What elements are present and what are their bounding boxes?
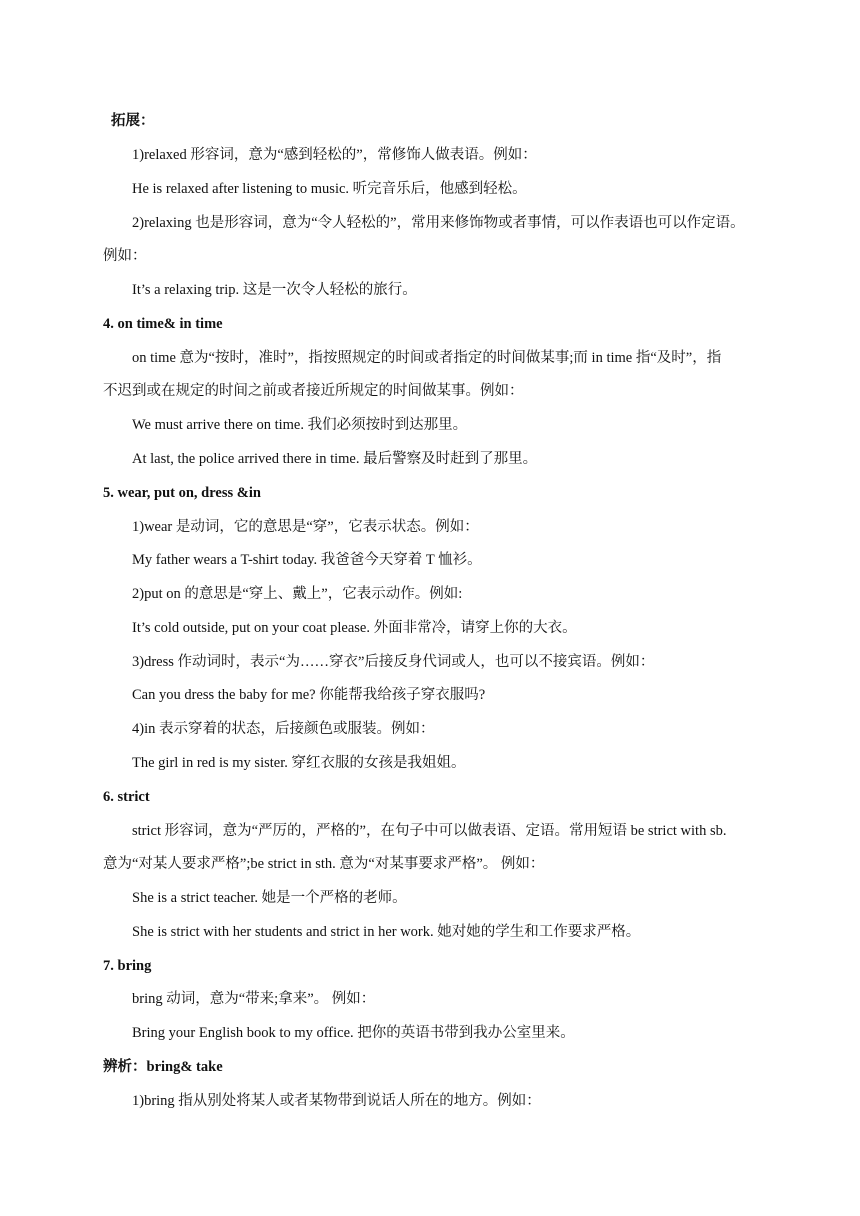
text-line: bring 动词，意为“带来;拿来”。 例如： xyxy=(132,991,376,1007)
section-heading-5: 5. wear, put on, dress &in xyxy=(103,485,261,501)
example-line: It’s a relaxing trip. 这是一次令人轻松的旅行。 xyxy=(132,282,417,298)
example-line: Bring your English book to my office. 把你的英语书带到我办公室里来。 xyxy=(132,1025,575,1041)
text-line-continued: 意为“对某人要求严格”;be strict in sth. 意为“对某事要求严格”。 例如： xyxy=(103,856,545,872)
text-line: strict 形容词，意为“严厉的，严格的”，在句子中可以做表语、定语。常用短语 be strict with sb. xyxy=(132,823,727,839)
section-heading-4: 4. on time& in time xyxy=(103,316,223,332)
example-line: Can you dress the baby for me? 你能帮我给孩子穿衣服吗? xyxy=(132,687,486,703)
text-line: 1)relaxed 形容词，意为“感到轻松的”，常修饰人做表语。例如： xyxy=(132,147,537,163)
section-heading-comparison: 辨析：bring& take xyxy=(103,1059,223,1075)
section-heading-extension: 拓展： xyxy=(111,113,155,129)
example-line: At last, the police arrived there in time. 最后警察及时赶到了那里。 xyxy=(132,451,538,467)
example-line: She is a strict teacher. 她是一个严格的老师。 xyxy=(132,890,407,906)
example-line: It’s cold outside, put on your coat please. 外面非常冷，请穿上你的大衣。 xyxy=(132,620,577,636)
example-line: The girl in red is my sister. 穿红衣服的女孩是我姐姐。 xyxy=(132,755,466,771)
text-line: 1)wear 是动词，它的意思是“穿”，它表示状态。例如： xyxy=(132,519,479,535)
text-line-continued: 不迟到或在规定的时间之前或者接近所规定的时间做某事。例如： xyxy=(103,383,524,399)
text-line-continued: 例如： xyxy=(103,248,147,264)
text-line: 4)in 表示穿着的状态，后接颜色或服装。例如： xyxy=(132,721,435,737)
example-line: She is strict with her students and strict in her work. 她对她的学生和工作要求严格。 xyxy=(132,924,641,940)
example-line: We must arrive there on time. 我们必须按时到达那里。 xyxy=(132,417,468,433)
text-line: 3)dress 作动词时，表示“为……穿衣”后接反身代词或人，也可以不接宾语。例如： xyxy=(132,654,655,670)
text-line: on time 意为“按时，准时”，指按照规定的时间或者指定的时间做某事;而 in time 指“及时”，指 xyxy=(132,350,722,366)
example-line: My father wears a T-shirt today. 我爸爸今天穿着 T 恤衫。 xyxy=(132,552,482,568)
text-line: 1)bring 指从别处将某人或者某物带到说话人所在的地方。例如： xyxy=(132,1093,541,1109)
section-heading-7: 7. bring xyxy=(103,958,152,974)
example-line: He is relaxed after listening to music. 听完音乐后，他感到轻松。 xyxy=(132,181,527,197)
section-heading-6: 6. strict xyxy=(103,789,150,805)
text-line: 2)relaxing 也是形容词，意为“令人轻松的”，常用来修饰物或者事情，可以作表语也可以作定语。 xyxy=(132,215,745,231)
text-line: 2)put on 的意思是“穿上、戴上”，它表示动作。例如: xyxy=(132,586,463,602)
